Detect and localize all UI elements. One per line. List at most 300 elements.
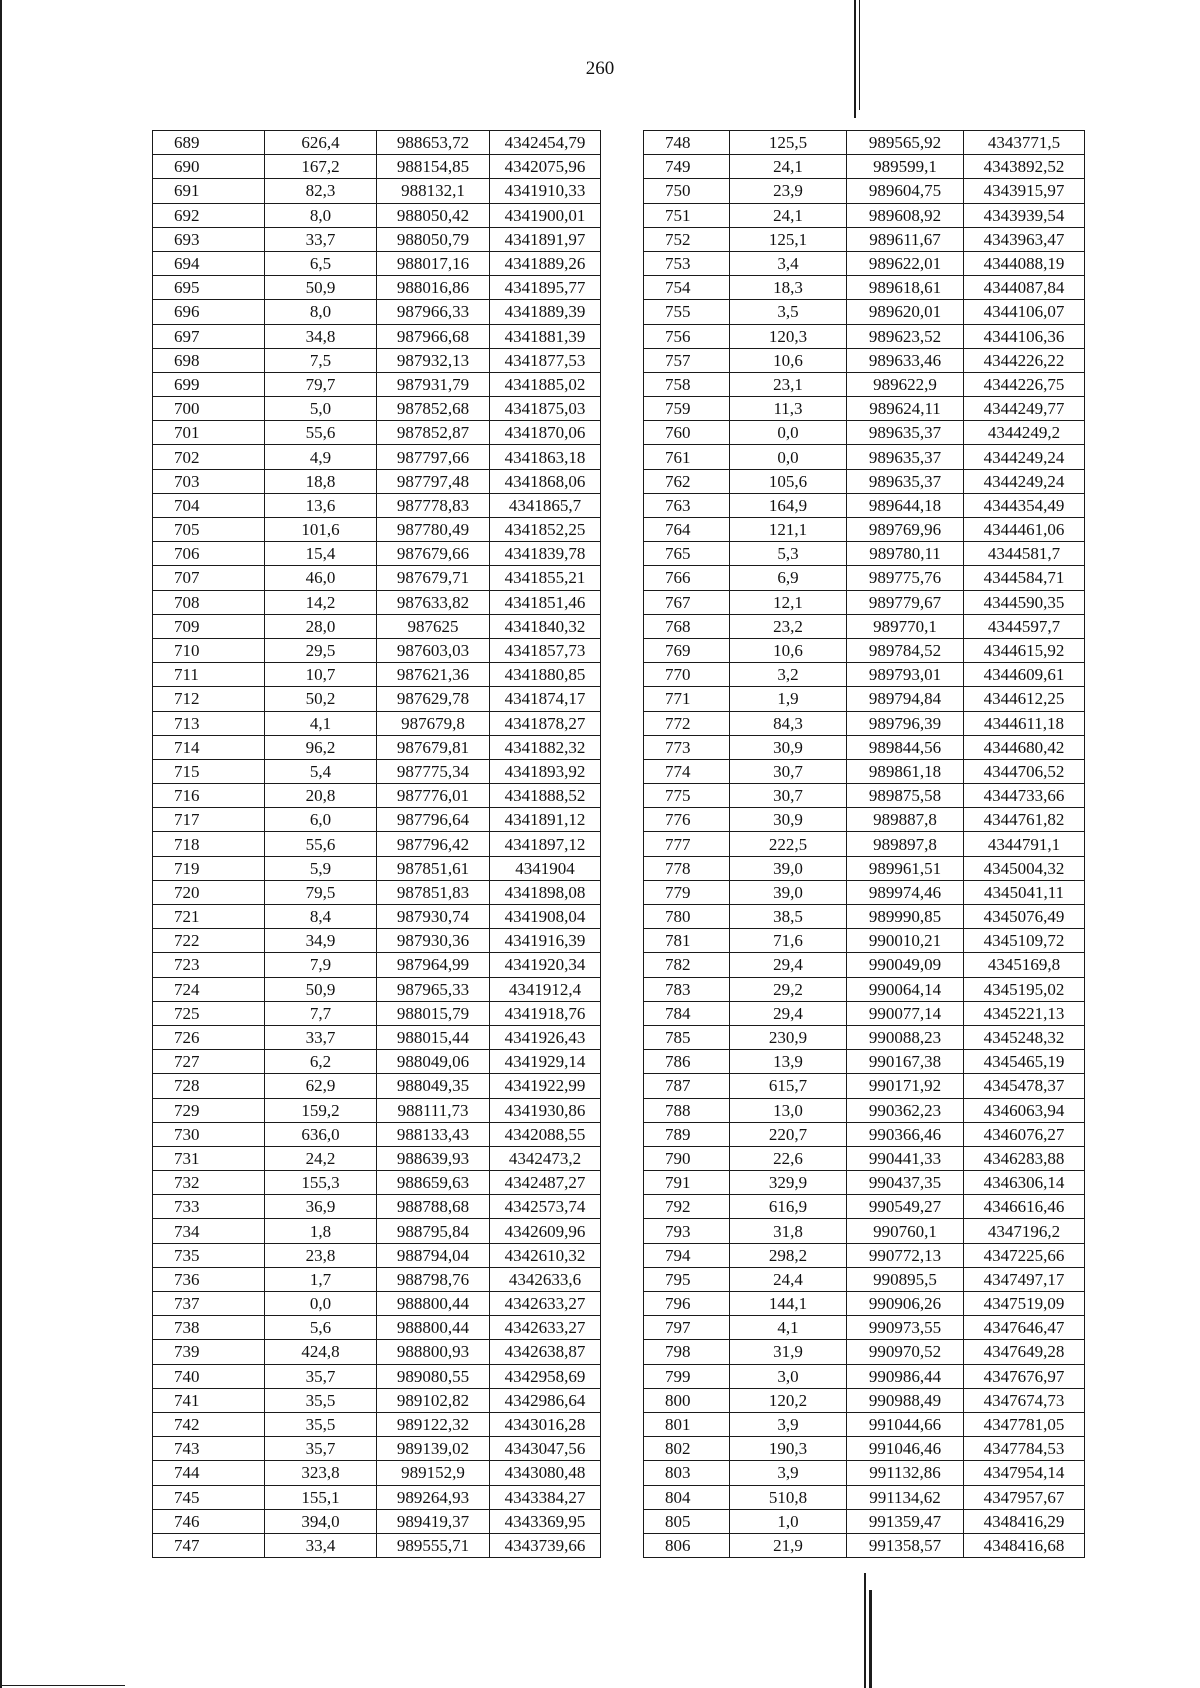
distance-cell: 20,8 <box>265 784 377 808</box>
table-row <box>644 542 1085 566</box>
distance-cell: 79,5 <box>265 880 377 904</box>
table-row <box>153 953 601 977</box>
table-row <box>644 469 1085 493</box>
table-row <box>644 131 1085 155</box>
point-number-cell: 760 <box>644 421 730 445</box>
table-row <box>153 324 601 348</box>
coordinates-table-left <box>152 130 601 1558</box>
distance-cell: 35,5 <box>265 1412 377 1436</box>
point-number-cell: 733 <box>153 1195 265 1219</box>
y-coordinate-cell: 4344581,7 <box>964 542 1085 566</box>
x-coordinate-cell: 989769,96 <box>847 518 964 542</box>
x-coordinate-cell: 987778,83 <box>377 493 490 517</box>
y-coordinate-cell: 4341868,06 <box>490 469 601 493</box>
x-coordinate-cell: 989861,18 <box>847 759 964 783</box>
y-coordinate-cell: 4341895,77 <box>490 276 601 300</box>
x-coordinate-cell: 988111,73 <box>377 1098 490 1122</box>
x-coordinate-cell: 989264,93 <box>377 1485 490 1509</box>
distance-cell: 0,0 <box>730 445 847 469</box>
table-row <box>644 1437 1085 1461</box>
point-number-cell: 748 <box>644 131 730 155</box>
x-coordinate-cell: 987780,49 <box>377 518 490 542</box>
x-coordinate-cell: 987965,33 <box>377 977 490 1001</box>
table-row <box>644 1292 1085 1316</box>
x-coordinate-cell: 990088,23 <box>847 1025 964 1049</box>
point-number-cell: 746 <box>153 1509 265 1533</box>
x-coordinate-cell: 989635,37 <box>847 469 964 493</box>
y-coordinate-cell: 4343771,5 <box>964 131 1085 155</box>
distance-cell: 155,1 <box>265 1485 377 1509</box>
point-number-cell: 753 <box>644 251 730 275</box>
table-row <box>153 1437 601 1461</box>
point-number-cell: 804 <box>644 1485 730 1509</box>
table-row <box>153 251 601 275</box>
distance-cell: 5,6 <box>265 1316 377 1340</box>
distance-cell: 4,1 <box>730 1316 847 1340</box>
y-coordinate-cell: 4345478,37 <box>964 1074 1085 1098</box>
x-coordinate-cell: 988795,84 <box>377 1219 490 1243</box>
x-coordinate-cell: 988133,43 <box>377 1122 490 1146</box>
table-row <box>153 1025 601 1049</box>
distance-cell: 164,9 <box>730 493 847 517</box>
distance-cell: 298,2 <box>730 1243 847 1267</box>
x-coordinate-cell: 989604,75 <box>847 179 964 203</box>
distance-cell: 6,5 <box>265 251 377 275</box>
table-row <box>644 1195 1085 1219</box>
point-number-cell: 765 <box>644 542 730 566</box>
x-coordinate-cell: 989635,37 <box>847 445 964 469</box>
table-row <box>153 445 601 469</box>
x-coordinate-cell: 989122,32 <box>377 1412 490 1436</box>
y-coordinate-cell: 4347519,09 <box>964 1292 1085 1316</box>
table-row <box>153 155 601 179</box>
distance-cell: 7,7 <box>265 1001 377 1025</box>
y-coordinate-cell: 4341881,39 <box>490 324 601 348</box>
point-number-cell: 787 <box>644 1074 730 1098</box>
distance-cell: 23,1 <box>730 372 847 396</box>
y-coordinate-cell: 4341857,73 <box>490 638 601 662</box>
y-coordinate-cell: 4341839,78 <box>490 542 601 566</box>
table-row <box>153 929 601 953</box>
y-coordinate-cell: 4342610,32 <box>490 1243 601 1267</box>
y-coordinate-cell: 4346616,46 <box>964 1195 1085 1219</box>
table-row <box>644 1340 1085 1364</box>
table-row <box>644 203 1085 227</box>
point-number-cell: 768 <box>644 614 730 638</box>
point-number-cell: 782 <box>644 953 730 977</box>
point-number-cell: 702 <box>153 445 265 469</box>
distance-cell: 33,4 <box>265 1533 377 1557</box>
y-coordinate-cell: 4342487,27 <box>490 1171 601 1195</box>
distance-cell: 30,7 <box>730 784 847 808</box>
point-number-cell: 786 <box>644 1050 730 1074</box>
y-coordinate-cell: 4344106,36 <box>964 324 1085 348</box>
distance-cell: 7,5 <box>265 348 377 372</box>
table-row <box>153 905 601 929</box>
distance-cell: 22,6 <box>730 1146 847 1170</box>
distance-cell: 55,6 <box>265 421 377 445</box>
x-coordinate-cell: 989635,37 <box>847 421 964 445</box>
distance-cell: 18,3 <box>730 276 847 300</box>
y-coordinate-cell: 4341920,34 <box>490 953 601 977</box>
y-coordinate-cell: 4344584,71 <box>964 566 1085 590</box>
x-coordinate-cell: 990973,55 <box>847 1316 964 1340</box>
distance-cell: 3,0 <box>730 1364 847 1388</box>
point-number-cell: 792 <box>644 1195 730 1219</box>
table-row <box>153 1316 601 1340</box>
x-coordinate-cell: 987625 <box>377 614 490 638</box>
table-row <box>644 711 1085 735</box>
x-coordinate-cell: 987964,99 <box>377 953 490 977</box>
y-coordinate-cell: 4341863,18 <box>490 445 601 469</box>
distance-cell: 125,1 <box>730 227 847 251</box>
distance-cell: 29,5 <box>265 638 377 662</box>
scan-binding-mark-bottom-a <box>864 1573 866 1688</box>
table-row <box>644 1146 1085 1170</box>
distance-cell: 394,0 <box>265 1509 377 1533</box>
x-coordinate-cell: 989608,92 <box>847 203 964 227</box>
table-row <box>153 203 601 227</box>
x-coordinate-cell: 989844,56 <box>847 735 964 759</box>
distance-cell: 7,9 <box>265 953 377 977</box>
y-coordinate-cell: 4346076,27 <box>964 1122 1085 1146</box>
point-number-cell: 740 <box>153 1364 265 1388</box>
table-row <box>644 1509 1085 1533</box>
distance-cell: 1,0 <box>730 1509 847 1533</box>
distance-cell: 35,7 <box>265 1364 377 1388</box>
x-coordinate-cell: 989419,37 <box>377 1509 490 1533</box>
distance-cell: 424,8 <box>265 1340 377 1364</box>
distance-cell: 6,9 <box>730 566 847 590</box>
table-row <box>644 953 1085 977</box>
table-row <box>644 1485 1085 1509</box>
distance-cell: 3,5 <box>730 300 847 324</box>
table-row <box>644 1001 1085 1025</box>
scan-binding-mark-top-a <box>854 0 856 118</box>
y-coordinate-cell: 4347674,73 <box>964 1388 1085 1412</box>
y-coordinate-cell: 4341878,27 <box>490 711 601 735</box>
table-row <box>644 1364 1085 1388</box>
y-coordinate-cell: 4341891,12 <box>490 808 601 832</box>
table-row <box>644 1461 1085 1485</box>
table-row <box>153 1412 601 1436</box>
distance-cell: 13,9 <box>730 1050 847 1074</box>
y-coordinate-cell: 4341875,03 <box>490 397 601 421</box>
y-coordinate-cell: 4343369,95 <box>490 1509 601 1533</box>
table-row <box>644 445 1085 469</box>
distance-cell: 6,2 <box>265 1050 377 1074</box>
x-coordinate-cell: 987966,33 <box>377 300 490 324</box>
scan-edge-line-left <box>0 0 2 1688</box>
y-coordinate-cell: 4342473,2 <box>490 1146 601 1170</box>
distance-cell: 21,9 <box>730 1533 847 1557</box>
y-coordinate-cell: 4344461,06 <box>964 518 1085 542</box>
y-coordinate-cell: 4344106,07 <box>964 300 1085 324</box>
distance-cell: 3,2 <box>730 663 847 687</box>
x-coordinate-cell: 988798,76 <box>377 1267 490 1291</box>
table-row <box>153 1195 601 1219</box>
table-row <box>644 759 1085 783</box>
y-coordinate-cell: 4341930,86 <box>490 1098 601 1122</box>
y-coordinate-cell: 4348416,68 <box>964 1533 1085 1557</box>
x-coordinate-cell: 990549,27 <box>847 1195 964 1219</box>
table-row <box>153 1340 601 1364</box>
y-coordinate-cell: 4341877,53 <box>490 348 601 372</box>
point-number-cell: 785 <box>644 1025 730 1049</box>
y-coordinate-cell: 4341855,21 <box>490 566 601 590</box>
distance-cell: 30,7 <box>730 759 847 783</box>
table-row <box>644 880 1085 904</box>
table-row <box>153 880 601 904</box>
x-coordinate-cell: 990988,49 <box>847 1388 964 1412</box>
table-row <box>153 614 601 638</box>
table-row <box>644 276 1085 300</box>
point-number-cell: 737 <box>153 1292 265 1316</box>
x-coordinate-cell: 990437,35 <box>847 1171 964 1195</box>
point-number-cell: 716 <box>153 784 265 808</box>
point-number-cell: 779 <box>644 880 730 904</box>
distance-cell: 23,8 <box>265 1243 377 1267</box>
point-number-cell: 735 <box>153 1243 265 1267</box>
x-coordinate-cell: 989623,52 <box>847 324 964 348</box>
y-coordinate-cell: 4347646,47 <box>964 1316 1085 1340</box>
distance-cell: 8,0 <box>265 300 377 324</box>
table-row <box>644 518 1085 542</box>
point-number-cell: 745 <box>153 1485 265 1509</box>
table-row <box>153 300 601 324</box>
point-number-cell: 773 <box>644 735 730 759</box>
table-row <box>644 663 1085 687</box>
point-number-cell: 700 <box>153 397 265 421</box>
table-row <box>644 421 1085 445</box>
distance-cell: 1,7 <box>265 1267 377 1291</box>
table-row <box>153 566 601 590</box>
distance-cell: 39,0 <box>730 880 847 904</box>
point-number-cell: 803 <box>644 1461 730 1485</box>
point-number-cell: 721 <box>153 905 265 929</box>
y-coordinate-cell: 4344249,2 <box>964 421 1085 445</box>
distance-cell: 35,7 <box>265 1437 377 1461</box>
table-row <box>153 397 601 421</box>
x-coordinate-cell: 988639,93 <box>377 1146 490 1170</box>
table-row <box>644 1412 1085 1436</box>
x-coordinate-cell: 988788,68 <box>377 1195 490 1219</box>
y-coordinate-cell: 4341910,33 <box>490 179 601 203</box>
distance-cell: 23,9 <box>730 179 847 203</box>
point-number-cell: 752 <box>644 227 730 251</box>
distance-cell: 636,0 <box>265 1122 377 1146</box>
distance-cell: 82,3 <box>265 179 377 203</box>
x-coordinate-cell: 987679,66 <box>377 542 490 566</box>
table-row <box>644 227 1085 251</box>
point-number-cell: 738 <box>153 1316 265 1340</box>
x-coordinate-cell: 989599,1 <box>847 155 964 179</box>
point-number-cell: 789 <box>644 1122 730 1146</box>
x-coordinate-cell: 989633,46 <box>847 348 964 372</box>
x-coordinate-cell: 987629,78 <box>377 687 490 711</box>
table-row <box>644 977 1085 1001</box>
x-coordinate-cell: 987796,64 <box>377 808 490 832</box>
x-coordinate-cell: 989618,61 <box>847 276 964 300</box>
point-number-cell: 731 <box>153 1146 265 1170</box>
x-coordinate-cell: 988659,63 <box>377 1171 490 1195</box>
y-coordinate-cell: 4341918,76 <box>490 1001 601 1025</box>
point-number-cell: 730 <box>153 1122 265 1146</box>
y-coordinate-cell: 4344611,18 <box>964 711 1085 735</box>
point-number-cell: 691 <box>153 179 265 203</box>
point-number-cell: 756 <box>644 324 730 348</box>
point-number-cell: 769 <box>644 638 730 662</box>
y-coordinate-cell: 4344761,82 <box>964 808 1085 832</box>
x-coordinate-cell: 989555,71 <box>377 1533 490 1557</box>
point-number-cell: 766 <box>644 566 730 590</box>
x-coordinate-cell: 987797,66 <box>377 445 490 469</box>
table-row <box>153 1267 601 1291</box>
y-coordinate-cell: 4347649,28 <box>964 1340 1085 1364</box>
x-coordinate-cell: 989770,1 <box>847 614 964 638</box>
table-row <box>153 638 601 662</box>
table-row <box>153 1171 601 1195</box>
y-coordinate-cell: 4341893,92 <box>490 759 601 783</box>
distance-cell: 24,1 <box>730 203 847 227</box>
x-coordinate-cell: 987932,13 <box>377 348 490 372</box>
point-number-cell: 757 <box>644 348 730 372</box>
point-number-cell: 718 <box>153 832 265 856</box>
x-coordinate-cell: 991046,46 <box>847 1437 964 1461</box>
x-coordinate-cell: 990970,52 <box>847 1340 964 1364</box>
distance-cell: 4,9 <box>265 445 377 469</box>
table-row <box>153 421 601 445</box>
distance-cell: 15,4 <box>265 542 377 566</box>
distance-cell: 13,0 <box>730 1098 847 1122</box>
distance-cell: 222,5 <box>730 832 847 856</box>
point-number-cell: 720 <box>153 880 265 904</box>
table-row <box>644 179 1085 203</box>
y-coordinate-cell: 4343080,48 <box>490 1461 601 1485</box>
x-coordinate-cell: 989565,92 <box>847 131 964 155</box>
point-number-cell: 741 <box>153 1388 265 1412</box>
table-row <box>153 542 601 566</box>
x-coordinate-cell: 987851,83 <box>377 880 490 904</box>
y-coordinate-cell: 4344226,22 <box>964 348 1085 372</box>
x-coordinate-cell: 987679,8 <box>377 711 490 735</box>
distance-cell: 5,3 <box>730 542 847 566</box>
distance-cell: 121,1 <box>730 518 847 542</box>
point-number-cell: 780 <box>644 905 730 929</box>
table-row <box>644 372 1085 396</box>
point-number-cell: 751 <box>644 203 730 227</box>
point-number-cell: 719 <box>153 856 265 880</box>
distance-cell: 159,2 <box>265 1098 377 1122</box>
point-number-cell: 758 <box>644 372 730 396</box>
point-number-cell: 707 <box>153 566 265 590</box>
y-coordinate-cell: 4344597,7 <box>964 614 1085 638</box>
y-coordinate-cell: 4345169,8 <box>964 953 1085 977</box>
point-number-cell: 704 <box>153 493 265 517</box>
distance-cell: 29,4 <box>730 1001 847 1025</box>
y-coordinate-cell: 4344612,25 <box>964 687 1085 711</box>
x-coordinate-cell: 988015,79 <box>377 1001 490 1025</box>
point-number-cell: 759 <box>644 397 730 421</box>
y-coordinate-cell: 4344088,19 <box>964 251 1085 275</box>
y-coordinate-cell: 4343963,47 <box>964 227 1085 251</box>
table-row <box>153 1074 601 1098</box>
x-coordinate-cell: 988653,72 <box>377 131 490 155</box>
table-row <box>644 1098 1085 1122</box>
x-coordinate-cell: 987852,87 <box>377 421 490 445</box>
x-coordinate-cell: 987930,36 <box>377 929 490 953</box>
distance-cell: 8,4 <box>265 905 377 929</box>
point-number-cell: 696 <box>153 300 265 324</box>
distance-cell: 55,6 <box>265 832 377 856</box>
point-number-cell: 788 <box>644 1098 730 1122</box>
point-number-cell: 698 <box>153 348 265 372</box>
x-coordinate-cell: 991132,86 <box>847 1461 964 1485</box>
table-row <box>153 179 601 203</box>
table-row <box>153 227 601 251</box>
x-coordinate-cell: 987931,79 <box>377 372 490 396</box>
y-coordinate-cell: 4347497,17 <box>964 1267 1085 1291</box>
x-coordinate-cell: 988049,35 <box>377 1074 490 1098</box>
x-coordinate-cell: 988049,06 <box>377 1050 490 1074</box>
scan-binding-mark-bottom-b <box>869 1590 872 1688</box>
distance-cell: 0,0 <box>265 1292 377 1316</box>
table-row <box>153 977 601 1001</box>
point-number-cell: 790 <box>644 1146 730 1170</box>
point-number-cell: 692 <box>153 203 265 227</box>
point-number-cell: 712 <box>153 687 265 711</box>
x-coordinate-cell: 987796,42 <box>377 832 490 856</box>
y-coordinate-cell: 4344590,35 <box>964 590 1085 614</box>
table-row <box>644 735 1085 759</box>
point-number-cell: 690 <box>153 155 265 179</box>
y-coordinate-cell: 4341922,99 <box>490 1074 601 1098</box>
x-coordinate-cell: 989974,46 <box>847 880 964 904</box>
point-number-cell: 798 <box>644 1340 730 1364</box>
scan-edge-line-bottom <box>0 1685 125 1686</box>
table-row <box>644 1171 1085 1195</box>
table-row <box>153 759 601 783</box>
y-coordinate-cell: 4344791,1 <box>964 832 1085 856</box>
distance-cell: 36,9 <box>265 1195 377 1219</box>
distance-cell: 71,6 <box>730 929 847 953</box>
y-coordinate-cell: 4348416,29 <box>964 1509 1085 1533</box>
y-coordinate-cell: 4342633,27 <box>490 1316 601 1340</box>
point-number-cell: 777 <box>644 832 730 856</box>
y-coordinate-cell: 4346283,88 <box>964 1146 1085 1170</box>
y-coordinate-cell: 4341888,52 <box>490 784 601 808</box>
y-coordinate-cell: 4341891,97 <box>490 227 601 251</box>
point-number-cell: 709 <box>153 614 265 638</box>
distance-cell: 29,4 <box>730 953 847 977</box>
x-coordinate-cell: 987633,82 <box>377 590 490 614</box>
point-number-cell: 723 <box>153 953 265 977</box>
y-coordinate-cell: 4341904 <box>490 856 601 880</box>
x-coordinate-cell: 989622,9 <box>847 372 964 396</box>
x-coordinate-cell: 988016,86 <box>377 276 490 300</box>
point-number-cell: 762 <box>644 469 730 493</box>
point-number-cell: 755 <box>644 300 730 324</box>
x-coordinate-cell: 990895,5 <box>847 1267 964 1291</box>
table-row <box>153 590 601 614</box>
distance-cell: 96,2 <box>265 735 377 759</box>
x-coordinate-cell: 988050,42 <box>377 203 490 227</box>
y-coordinate-cell: 4342609,96 <box>490 1219 601 1243</box>
point-number-cell: 767 <box>644 590 730 614</box>
y-coordinate-cell: 4344087,84 <box>964 276 1085 300</box>
point-number-cell: 799 <box>644 1364 730 1388</box>
y-coordinate-cell: 4341908,04 <box>490 905 601 929</box>
